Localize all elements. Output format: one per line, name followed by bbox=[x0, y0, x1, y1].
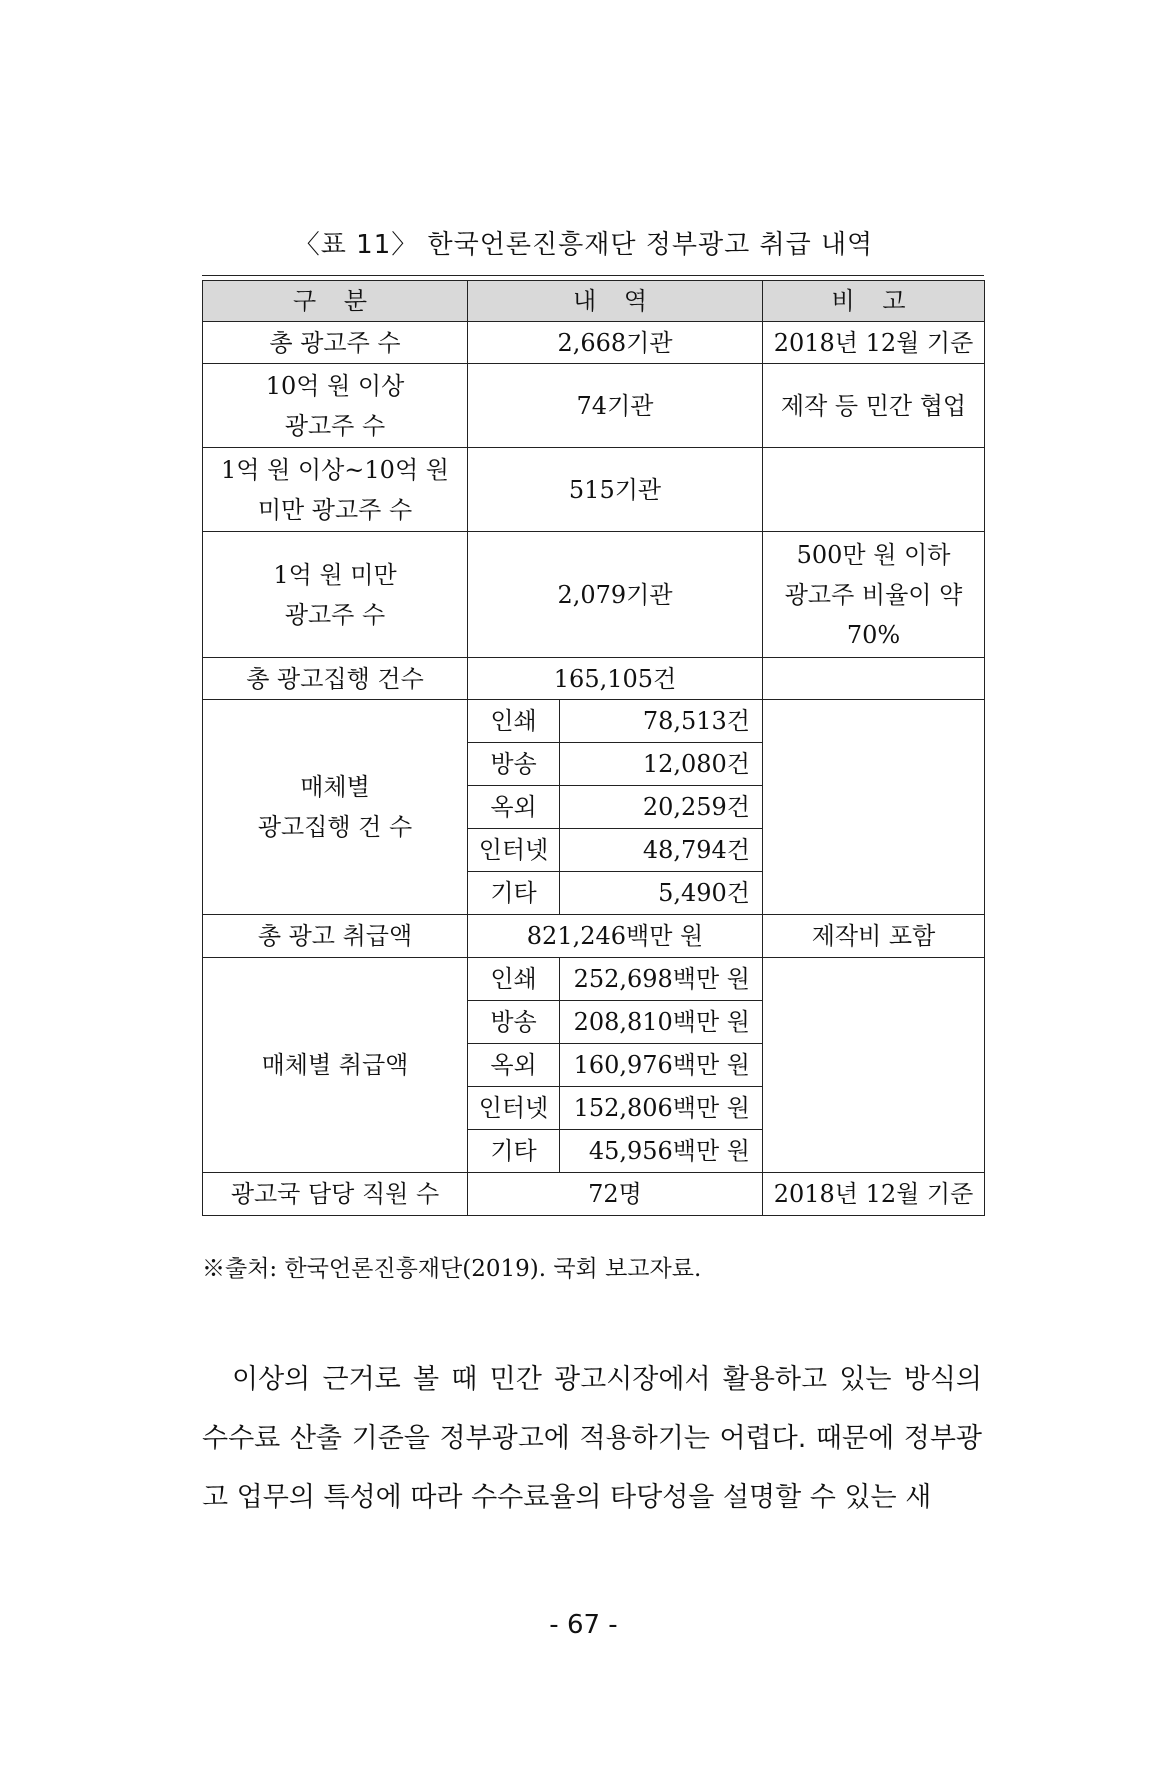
table-header-row bbox=[203, 281, 985, 322]
page-number: - 67 - bbox=[549, 1610, 618, 1640]
row-label bbox=[203, 532, 468, 658]
table-caption: 〈표 11〉 한국언론진흥재단 정부광고 취급 내역 bbox=[293, 230, 874, 260]
row-note bbox=[763, 700, 985, 915]
media-name: 옥외 bbox=[468, 1044, 560, 1087]
label-line: 미만 광고주 수 bbox=[257, 495, 413, 524]
table-row bbox=[203, 700, 985, 743]
header-remarks: 비 고 bbox=[763, 281, 985, 322]
label-line: 광고주 수 bbox=[284, 600, 386, 629]
media-name: 인터넷 bbox=[468, 829, 560, 872]
media-value: 20,259건 bbox=[560, 786, 763, 829]
media-value: 252,698백만 원 bbox=[560, 958, 763, 1001]
row-note: 제작비 포함 bbox=[763, 915, 985, 958]
header-details: 내 역 bbox=[468, 281, 763, 322]
note-line: 70% bbox=[846, 620, 901, 649]
body-paragraph bbox=[202, 1350, 982, 1527]
row-value: 2,668기관 bbox=[468, 322, 763, 364]
label-line: 매체별 bbox=[300, 773, 370, 801]
media-value: 45,956백만 원 bbox=[560, 1130, 763, 1173]
row-value: 72명 bbox=[468, 1173, 763, 1216]
row-note: 2018년 12월 기준 bbox=[763, 1173, 985, 1216]
note-line: 광고주 비율이 약 bbox=[784, 580, 963, 609]
row-value: 2,079기관 bbox=[468, 532, 763, 658]
media-value: 152,806백만 원 bbox=[560, 1087, 763, 1130]
table-row bbox=[203, 364, 985, 448]
note-line: 500만 원 이하 bbox=[796, 540, 951, 569]
row-label: 매체별 취급액 bbox=[203, 958, 468, 1173]
media-name: 인쇄 bbox=[468, 958, 560, 1001]
paragraph-text: 이상의 근거로 볼 때 민간 광고시장에서 활용하고 있는 방식의 수수료 산출 기준을 정부광고에 적용하기는 어렵다. 때문에 정부광고 업무의 특성에 따라 수수료율의 타당성을 설명할 수 있는 새 bbox=[202, 1364, 982, 1513]
media-name: 방송 bbox=[468, 1001, 560, 1044]
row-label: 광고국 담당 직원 수 bbox=[203, 1173, 468, 1216]
media-value: 48,794건 bbox=[560, 829, 763, 872]
row-note bbox=[763, 958, 985, 1173]
row-note: 2018년 12월 기준 bbox=[763, 322, 985, 364]
row-note bbox=[763, 532, 985, 658]
label-line: 광고주 수 bbox=[284, 411, 386, 440]
table-row bbox=[203, 322, 985, 364]
row-label: 총 광고집행 건수 bbox=[203, 658, 468, 700]
table-row bbox=[203, 915, 985, 958]
media-value: 12,080건 bbox=[560, 743, 763, 786]
media-value: 160,976백만 원 bbox=[560, 1044, 763, 1087]
row-note: 제작 등 민간 협업 bbox=[763, 364, 985, 448]
label-line: 1억 원 미만 bbox=[273, 560, 397, 589]
media-name: 인터넷 bbox=[468, 1087, 560, 1130]
row-note bbox=[763, 448, 985, 532]
row-note bbox=[763, 658, 985, 700]
ad-handling-table bbox=[202, 280, 985, 1216]
header-category: 구 분 bbox=[203, 281, 468, 322]
table-top-rule bbox=[202, 275, 984, 276]
table-row bbox=[203, 448, 985, 532]
table-source: ※출처: 한국언론진흥재단(2019). 국회 보고자료. bbox=[202, 1256, 702, 1282]
row-value: 74기관 bbox=[468, 364, 763, 448]
row-label: 총 광고주 수 bbox=[203, 322, 468, 364]
table-row bbox=[203, 532, 985, 658]
row-label bbox=[203, 364, 468, 448]
row-label bbox=[203, 700, 468, 915]
row-value: 165,105건 bbox=[468, 658, 763, 700]
table-row bbox=[203, 958, 985, 1001]
row-label: 총 광고 취급액 bbox=[203, 915, 468, 958]
table-row bbox=[203, 1173, 985, 1216]
label-line: 광고집행 건 수 bbox=[257, 813, 413, 841]
row-label bbox=[203, 448, 468, 532]
media-value: 208,810백만 원 bbox=[560, 1001, 763, 1044]
media-value: 5,490건 bbox=[560, 872, 763, 915]
media-name: 방송 bbox=[468, 743, 560, 786]
label-line: 1억 원 이상~10억 원 bbox=[221, 455, 449, 484]
table-row bbox=[203, 658, 985, 700]
row-value: 821,246백만 원 bbox=[468, 915, 763, 958]
media-name: 기타 bbox=[468, 1130, 560, 1173]
media-name: 기타 bbox=[468, 872, 560, 915]
media-name: 옥외 bbox=[468, 786, 560, 829]
media-name: 인쇄 bbox=[468, 700, 560, 743]
label-line: 10억 원 이상 bbox=[265, 371, 405, 400]
row-value: 515기관 bbox=[468, 448, 763, 532]
media-value: 78,513건 bbox=[560, 700, 763, 743]
